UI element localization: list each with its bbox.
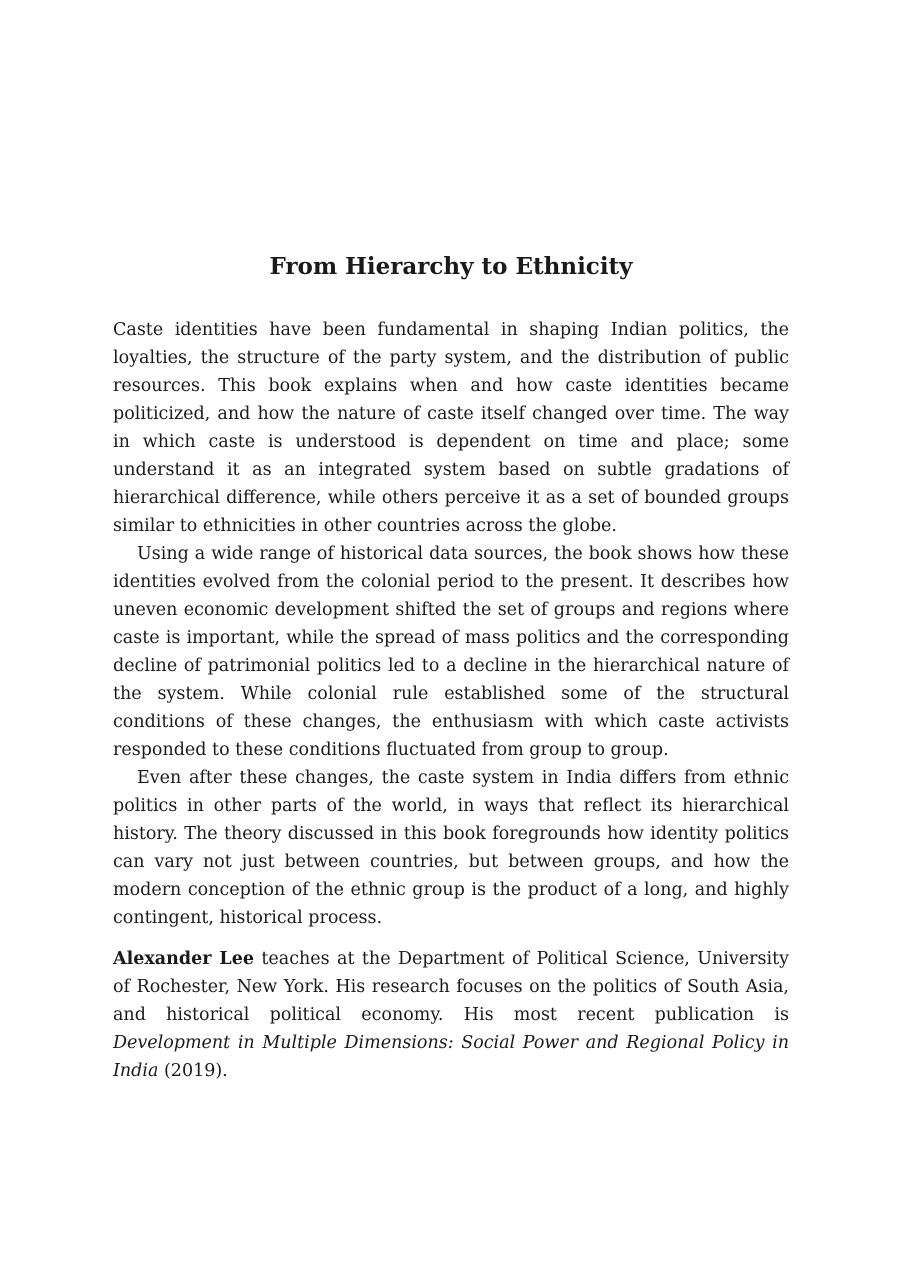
book-description <box>113 316 789 932</box>
recent-publication-title: Development in Multiple Dimensions: Social Power and Regional Policy in India <box>113 1033 789 1081</box>
author-bio-text-end: (2019). <box>158 1061 228 1081</box>
description-paragraph-3: Even after these changes, the caste system in India differs from ethnic politics in other parts of the world, in ways that reflect its hierarchical history. The theory discussed in this book foregrounds how identity politics can vary not just between countries, but between groups, and how the modern conception of the ethnic group is the product of a long, and highly contingent, historical process. <box>113 768 789 928</box>
page-title: From Hierarchy to Ethnicity <box>269 253 633 280</box>
description-paragraph-1: Caste identities have been fundamental in shaping Indian politics, the loyalties, the structure of the party system, and the distribution of public resources. This book explains when and how caste identities became politicized, and how the nature of caste itself changed over time. The way in which caste is understood is dependent on time and place; some understand it as an integrated system based on subtle gradations of hierarchical difference, while others perceive it as a set of bounded groups similar to ethnicities in other countries across the globe. <box>113 320 789 536</box>
author-bio-text: teaches at the Department of Political Science, University of Rochester, New York. His research focuses on the politics of South Asia, and historical political economy. His most recent publication is <box>113 949 789 1025</box>
author-name: Alexander Lee <box>113 949 254 969</box>
description-paragraph-2: Using a wide range of historical data sources, the book shows how these identities evolved from the colonial period to the present. It describes how uneven economic development shifted the set of groups and regions where caste is important, while the spread of mass politics and the corresponding decline of patrimonial politics led to a decline in the hierarchical nature of the system. While colonial rule established some of the structural conditions of these changes, the enthusiasm with which caste activists responded to these conditions fluctuated from group to group. <box>113 544 789 760</box>
author-bio <box>113 945 789 1085</box>
